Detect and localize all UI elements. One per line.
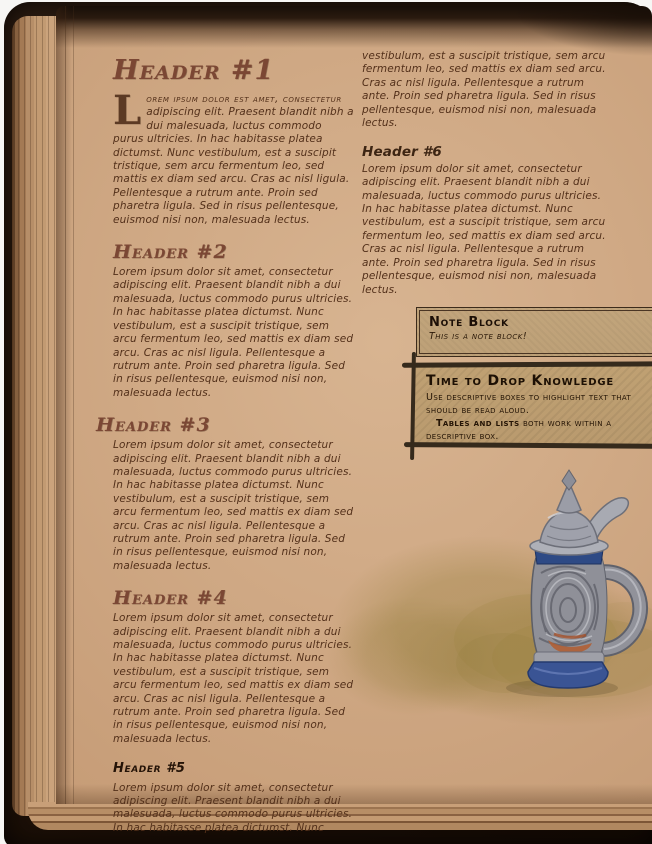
note-block-body: This is a note block! [429,331,528,342]
header-6: Header #6 [362,144,442,161]
stein-finial-tip [562,470,576,490]
right-column [362,50,608,310]
descriptive-box-line2-rest: both work within a descriptive box. [426,418,612,442]
continuation-paragraph: vestibulum, est a suscipit tristique, sem arcu fermentum leo, sed mattis ex diam sed arcu. Cras ac nisl ligula. Pellentesque a rutrum ante. Proin sed pharetra ligula. Sed in risus pellentesque, euismod nisi non, malesuada lectus. [362,50,606,130]
header-5: Header #5 [113,761,186,777]
paragraph-truncated: Lorem ipsum dolor sit amet, consectetur adipiscing elit. Praesent blandit nibh a dui malesuada, luctus commodo purus ultricies. In hac habitasse platea dictumst. Nunc [113,781,353,834]
note-block [416,307,652,357]
parchment-page [56,6,652,834]
paragraph: Lorem ipsum dolor sit amet, consectetur adipiscing elit. Praesent blandit nibh a dui malesuada, luctus commodo purus ultricies. In hac habitasse platea dictumst. Nunc vestibulum, est a suscipit tristique, sem arcu fermentum leo, sed mattis ex diam sed arcu. Cras ac nisl ligula. Pellentesque a rutrum ante. Proin sed pharetra ligula. Sed in risus pellentesque, euismod nisi non, malesuada lectus. [113,612,354,745]
header-4: Header #4 [113,587,228,610]
header-3: Header #3 [96,414,211,437]
paragraph: Lorem ipsum dolor sit amet, consectetur adipiscing elit. Praesent blandit nibh a dui malesuada, luctus commodo purus ultricies. In hac habitasse platea dictumst. Nunc vestibulum, est a suscipit tristique, sem arcu fermentum leo, sed mattis ex diam sed arcu. Cras ac nisl ligula. Pellentesque a rutrum ante. Proin sed pharetra ligula. Sed in risus pellentesque, euismod nisi non, malesuada lectus. [113,266,354,399]
descriptive-box-line1: Use descriptive boxes to highlight text that should be read aloud. [426,392,632,416]
descriptive-box-line2 [426,417,652,443]
header-2: Header #2 [113,241,228,264]
box-border-top [402,361,652,367]
note-block-title: Note Block [429,315,509,330]
stein-lid-dome [540,510,598,548]
beer-stein-illustration [444,458,652,710]
beer-stein-svg [444,458,652,710]
page-stack-left-edge [12,16,62,816]
descriptive-box-line2-bold: Tables and lists [436,418,520,429]
lead-body-text: adipiscing elit. Praesent blandit nibh a dui malesuada, luctus commodo purus ultricies. In hac habitasse platea dictumst. Nunc vestibulum, est a suscipit tristique, sem arcu fermentum leo, sed mattis ex diam sed arcu. Cras ac nisl ligula. Pellentesque a rutrum ante. Proin sed pharetra ligula. Sed in risus pellentesque, euismod nisi non, malesuada lectus. [113,106,354,226]
header-1: Header #1 [113,55,275,86]
left-column [96,55,354,844]
drop-cap: L [113,87,142,134]
paragraph: Lorem ipsum dolor sit amet, consectetur adipiscing elit. Praesent blandit nibh a dui malesuada, luctus commodo purus ultricies. In hac habitasse platea dictumst. Nunc vestibulum, est a suscipit tristique, sem arcu fermentum leo, sed mattis ex diam sed arcu. Cras ac nisl ligula. Pellentesque a rutrum ante. Proin sed pharetra ligula. Sed in risus pellentesque, euismod nisi non, malesuada lectus. [113,439,354,572]
descriptive-box-title: Time to Drop Knowledge [426,373,615,389]
lead-paragraph [113,87,354,227]
box-border-bottom [404,442,652,449]
paragraph: Lorem ipsum dolor sit amet, consectetur adipiscing elit. Praesent blandit nibh a dui malesuada, luctus commodo purus ultricies. In hac habitasse platea dictumst. Nunc vestibulum, est a suscipit tristique, sem arcu fermentum leo, sed mattis ex diam sed arcu. Cras ac nisl ligula. Pellentesque a rutrum ante. Proin sed pharetra ligula. Sed in risus pellentesque, euismod nisi non, malesuada lectus. [362,162,606,296]
descriptive-box [412,364,652,446]
lead-small-caps: orem ipsum dolor est amet, consectetur [146,93,342,105]
